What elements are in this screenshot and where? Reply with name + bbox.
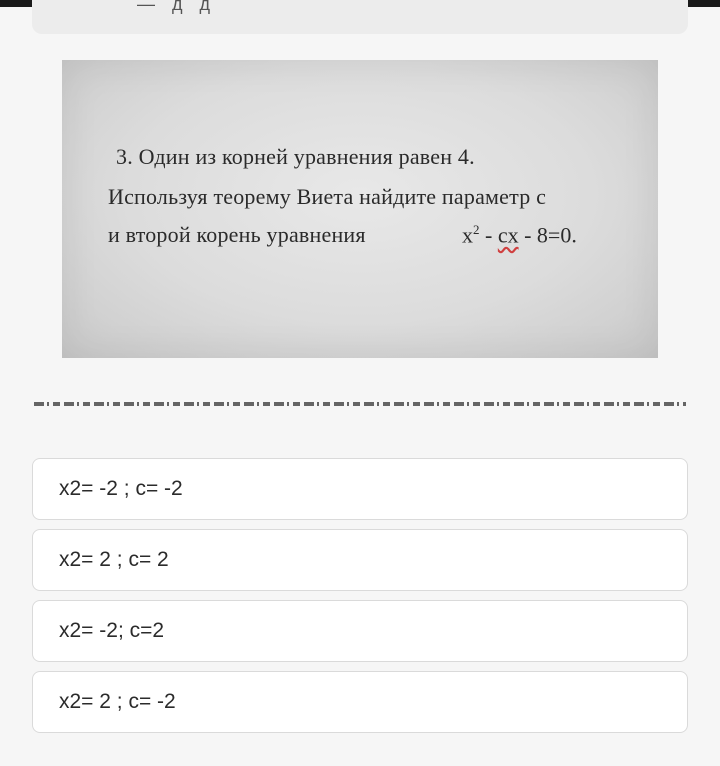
equation-base: x (462, 222, 473, 248)
answer-option-label: x2= 2 ; c= -2 (59, 690, 176, 713)
equation-tail: - 8=0. (518, 222, 577, 248)
equation-cx-term: cx (497, 222, 519, 248)
question-line-3: и второй корень уравнения (108, 222, 366, 247)
answer-option-label: x2= -2; c=2 (59, 619, 165, 642)
equation-minus: - (479, 222, 498, 248)
question-equation (462, 222, 577, 248)
previous-card (32, 0, 688, 34)
answer-option-4[interactable] (32, 671, 688, 733)
answer-option-label: x2= -2 ; c= -2 (59, 477, 183, 500)
section-divider (34, 402, 686, 406)
answer-option-3[interactable] (32, 600, 688, 662)
answer-option-2[interactable] (32, 529, 688, 591)
equation-exponent: 2 (473, 222, 480, 237)
question-line-1: 3. Один из корней уравнения равен 4. (116, 144, 475, 169)
question-line-2: Используя теорему Виета найдите параметр с (108, 184, 547, 209)
answer-option-label: x2= 2 ; c= 2 (59, 548, 169, 571)
answer-option-1[interactable] (32, 458, 688, 520)
question-image (62, 60, 658, 358)
answer-options (32, 458, 688, 742)
previous-card-text: — д д (137, 0, 217, 14)
